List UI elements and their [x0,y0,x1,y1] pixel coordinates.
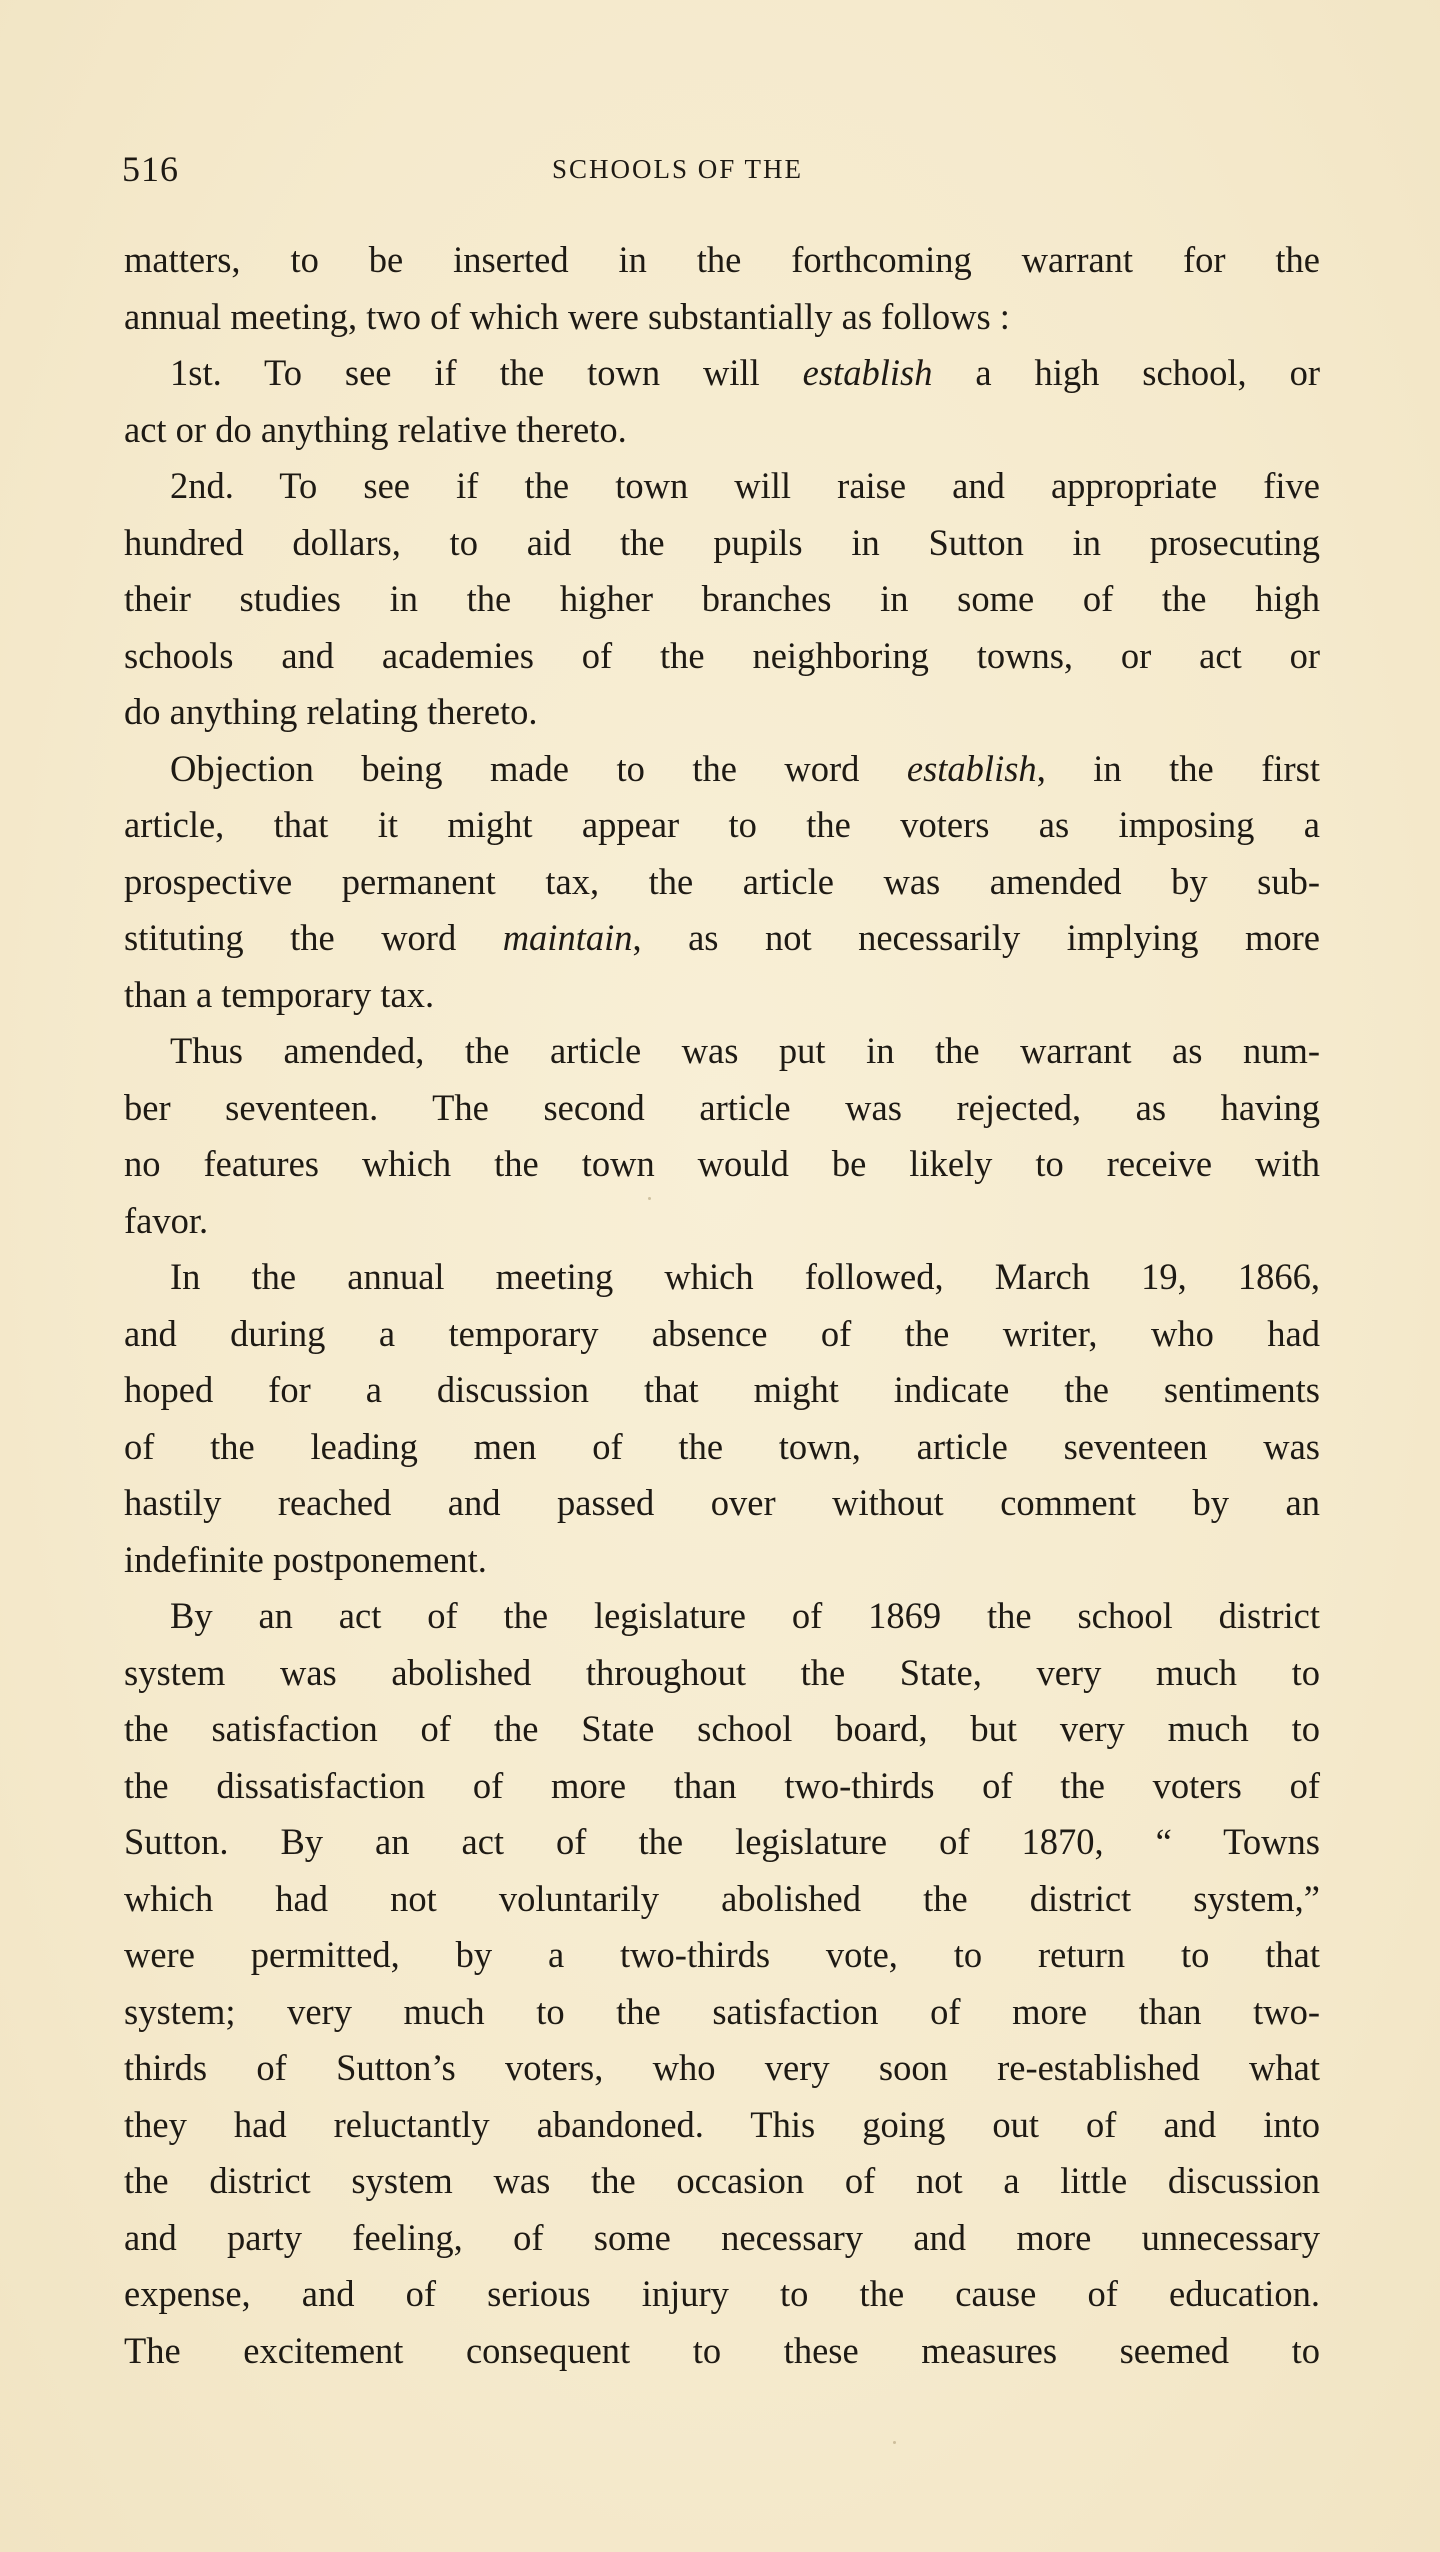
text-line: 2nd. To see if the town will raise and appropriate five [170,465,1320,506]
text-line: do anything relating thereto. [124,691,538,732]
page-header [122,148,1302,188]
text-line: the dissatisfaction of more than two-thirds of the voters of [124,1764,1320,1806]
text-line: Objection being made to the word establish, in the first [170,747,1321,789]
text-line: the satisfaction of the State school board, but very much to [124,1708,1320,1749]
text-line: The excitement consequent to these measures seemed to [124,2329,1320,2371]
text-line: expense, and of serious injury to the cause of education. [124,2273,1320,2314]
paper-speck [893,2441,896,2444]
text-line: indefinite postponement. [124,1538,487,1580]
text-line: ber seventeen. The second article was rejected, as having [124,1086,1320,1128]
text-line: annual meeting, two of which were substantially as follows : [124,295,1010,337]
text-line: hoped for a discussion that might indicate the sentiments [124,1369,1320,1410]
text-line: schools and academies of the neighboring towns, or act or [124,634,1320,676]
text-line: matters, to be inserted in the forthcoming warrant for the [124,239,1320,280]
text-line: system was abolished throughout the State, very much to [124,1651,1320,1693]
text-line: than a temporary tax. [124,973,435,1015]
text-line: favor. [124,1199,209,1241]
text-line: were permitted, by a two-thirds vote, to return to that [124,1934,1320,1975]
text-line: they had reluctantly abandoned. This going out of and into [124,2103,1320,2145]
text-line: the district system was the occasion of not a little discussion [124,2160,1320,2201]
page-number: 516 [122,149,179,189]
running-head: SCHOOLS OF THE [552,154,804,184]
text-line: system; very much to the satisfaction of more than two- [124,1990,1320,2032]
text-line: Thus amended, the article was put in the warrant as num- [170,1030,1320,1071]
body-text [124,232,1320,2379]
text-line: hastily reached and passed over without comment by an [124,1482,1320,1523]
text-line: stituting the word maintain, as not necessarily implying more [124,917,1321,958]
text-line: thirds of Sutton’s voters, who very soon re-established what [124,2047,1320,2088]
text-line: no features which the town would be likely to receive with [124,1143,1320,1184]
paper-speck [648,1197,651,1200]
text-line: which had not voluntarily abolished the district system,” [124,1877,1320,1919]
text-line: and party feeling, of some necessary and more unnecessary [124,2216,1320,2258]
text-line: act or do anything relative thereto. [124,408,627,450]
text-line: By an act of the legislature of 1869 the school district [170,1595,1320,1636]
text-line: hundred dollars, to aid the pupils in Sutton in prosecuting [124,521,1320,563]
text-line: their studies in the higher branches in some of the high [124,578,1320,619]
text-line: prospective permanent tax, the article was amended by sub- [124,860,1320,902]
text-line: Sutton. By an act of the legislature of 1870, “ Towns [124,1821,1320,1862]
text-line: and during a temporary absence of the writer, who had [124,1312,1320,1354]
text-line: 1st. To see if the town will establish a high school, or [170,352,1320,393]
text-line: of the leading men of the town, article seventeen was [124,1425,1320,1467]
text-line: article, that it might appear to the voters as imposing a [124,804,1320,845]
text-line: In the annual meeting which followed, March 19, 1866, [170,1256,1320,1297]
